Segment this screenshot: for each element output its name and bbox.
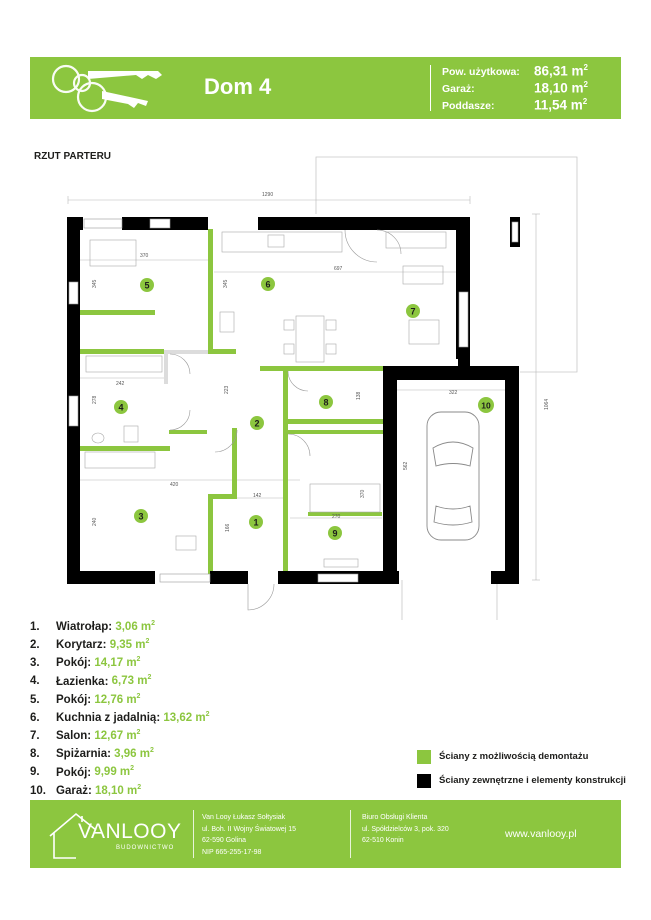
svg-text:1: 1 [253,517,259,528]
list-item: 6. Kuchnia z jadalnią: 13,62 $m^2$ [30,710,210,724]
dim-label: 240 [92,517,98,526]
list-item: 9. Pokój: 9,99 $m^2$ [30,765,135,779]
dim-label: 420 [170,482,179,488]
dim-label: 370 [140,253,149,259]
list-item: 7. Salon: 12,67 $m^2$ [30,729,141,742]
website-link[interactable]: www.vanlooy.pl [505,828,577,840]
list-item: 10. Garaż: 18,10 $m^2$ [30,783,142,797]
stat-label: Poddasze: [442,100,495,112]
room-marker-6 [261,277,275,291]
dim-label: 370 [360,489,366,498]
legend-swatch-green [417,750,431,764]
company-address: Van Looy Łukasz Sołtysiak ul. Boh. II Wojny Światowej 15 62-590 Golina NIP 665-255-17-98 [202,814,297,856]
svg-text:10: 10 [481,400,491,411]
dim-label: 270 [332,514,341,520]
dim-label: 242 [116,381,125,387]
stat-label: Garaż: [442,83,475,95]
dim-total-width: 1290 [262,192,274,198]
room-marker-8 [319,395,333,409]
stat-value: 18,10 $m^2$ [534,80,588,96]
svg-text:4: 4 [118,402,124,413]
list-item: 5. Pokój: 12,76 $m^2$ [30,692,141,706]
dim-label: 223 [224,385,230,394]
list-item: 8. Spiżarnia: 3,96 $m^2$ [30,747,154,761]
svg-text:9: 9 [332,528,338,539]
car-icon [427,412,479,540]
dim-total-depth: 1064 [544,398,550,410]
room-marker-3 [134,509,148,523]
svg-text:8: 8 [323,397,329,408]
office-address: Biuro Obsługi Klienta ul. Spółdzielców 3, pok. 320 62-510 Konin [362,814,449,844]
brand-subtitle: BUDOWNICTWO [116,845,175,851]
room-marker-4 [114,400,128,414]
svg-text:2: 2 [254,418,260,429]
list-item: 3. Pokój: 14,17 $m^2$ [30,656,141,670]
green-walls [80,229,383,574]
page-title: Dom 4 [204,74,272,99]
svg-text:6: 6 [265,279,271,290]
legend-label: Ściany z możliwością demontażu [439,751,589,762]
dim-label: 697 [334,266,343,272]
room-markers [114,277,494,540]
stat-value: 86,31 $m^2$ [534,63,588,79]
svg-text:7: 7 [410,306,416,317]
list-item: 1. Wiatrołap: 3,06 $m^2$ [30,620,156,633]
svg-text:3: 3 [138,511,144,522]
dim-label: 345 [92,279,98,288]
room-marker-9 [328,526,342,540]
dim-label: 166 [225,523,231,532]
brand-name: VANLOOY [78,820,182,843]
room-marker-7 [406,304,420,318]
list-item: 2. Korytarz: 9,35 $m^2$ [30,638,150,652]
room-marker-5 [140,278,154,292]
room-list [30,620,209,802]
dim-label: 278 [92,395,98,404]
footer-divider [350,810,351,858]
legend-swatch-black [417,774,431,788]
legend-label: Ściany zewnętrzne i elementy konstrukcji [439,775,626,786]
windows [69,219,518,582]
stat-label: Pow. użytkowa: [442,66,520,78]
room-marker-10 [478,397,494,413]
room-marker-1 [249,515,263,529]
dim-label: 562 [403,461,409,470]
footer-divider [193,810,194,858]
dim-label: 322 [449,390,458,396]
footer-banner [30,800,621,868]
dim-label: 138 [356,391,362,400]
room-marker-2 [250,416,264,430]
plan-title: RZUT PARTERU [34,151,112,162]
dim-label: 142 [253,493,262,499]
dim-label: 345 [223,279,229,288]
svg-text:5: 5 [144,280,150,291]
stat-value: 11,54 $m^2$ [534,97,588,113]
list-item: 4. Łazienka: 6,73 $m^2$ [30,674,152,688]
